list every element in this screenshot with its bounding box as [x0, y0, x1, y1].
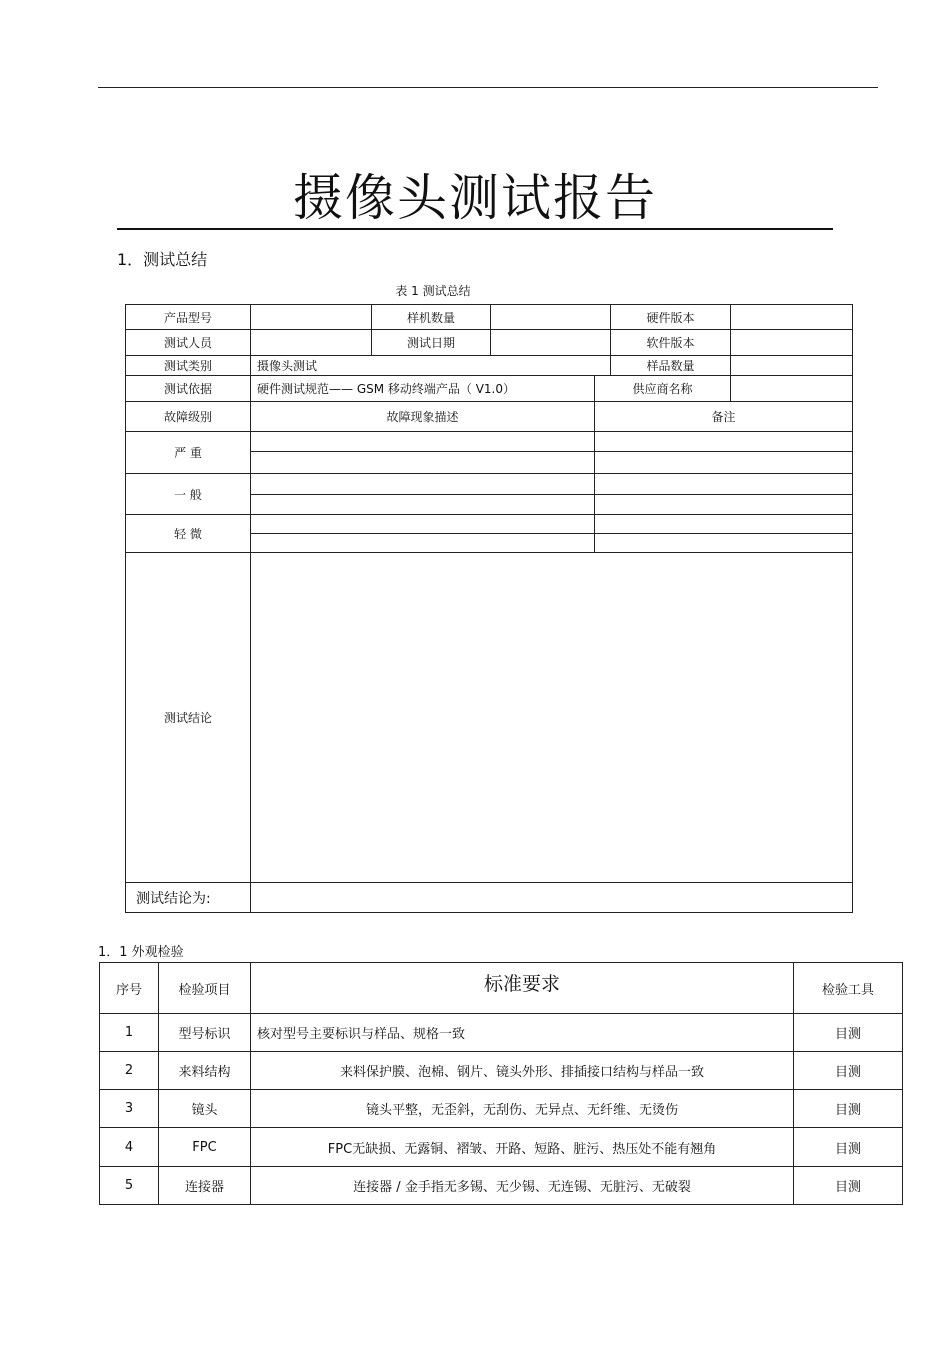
serious-desc-2[interactable]: [251, 452, 595, 474]
sample-count-label: 样品数量: [611, 356, 731, 376]
row-tool: 目测: [794, 1090, 903, 1128]
fault-level-header: 故障级别: [126, 402, 251, 432]
row-item: 来料结构: [159, 1052, 251, 1090]
appearance-inspection-table: [99, 962, 903, 1205]
sample-qty-label: 样机数量: [372, 305, 491, 330]
test-date-value[interactable]: [491, 330, 611, 356]
row-tool: 目测: [794, 1014, 903, 1052]
header-item: 检验项目: [159, 963, 251, 1014]
sw-version-value[interactable]: [731, 330, 853, 356]
severity-minor-label: 轻 微: [126, 515, 251, 553]
supplier-value[interactable]: [731, 376, 853, 402]
test-date-label: 测试日期: [372, 330, 491, 356]
hw-version-value[interactable]: [731, 305, 853, 330]
row-item: 连接器: [159, 1167, 251, 1205]
row-no: 5: [100, 1167, 159, 1205]
row-no: 2: [100, 1052, 159, 1090]
conclusion-is-label: 测试结论为:: [126, 883, 251, 913]
row-item: 镜头: [159, 1090, 251, 1128]
row-tool: 目测: [794, 1052, 903, 1090]
serious-remark-1[interactable]: [595, 432, 853, 452]
severity-general-label: 一 般: [126, 474, 251, 515]
header-standard: 标准要求: [251, 963, 794, 1014]
remarks-header: 备注: [595, 402, 853, 432]
section-heading-appearance: 1．1 外观检验: [98, 945, 184, 960]
header-no: 序号: [100, 963, 159, 1014]
supplier-label: 供应商名称: [595, 376, 731, 402]
header-rule: [98, 87, 878, 88]
general-desc-2[interactable]: [251, 495, 595, 515]
serious-desc-1[interactable]: [251, 432, 595, 452]
row-standard: 连接器 / 金手指无多锡、无少锡、无连锡、无脏污、无破裂: [251, 1167, 794, 1205]
row-tool: 目测: [794, 1167, 903, 1205]
tester-label: 测试人员: [126, 330, 251, 356]
test-type-label: 测试类别: [126, 356, 251, 376]
row-no: 1: [100, 1014, 159, 1052]
hw-version-label: 硬件版本: [611, 305, 731, 330]
row-no: 4: [100, 1128, 159, 1167]
table-row: [100, 1128, 903, 1167]
general-remark-2[interactable]: [595, 495, 853, 515]
product-model-label: 产品型号: [126, 305, 251, 330]
fault-desc-header: 故障现象描述: [251, 402, 595, 432]
minor-desc-1[interactable]: [251, 515, 595, 534]
row-standard: FPC无缺损、无露铜、褶皱、开路、短路、脏污、热压处不能有翘角: [251, 1128, 794, 1167]
sample-count-value[interactable]: [731, 356, 853, 376]
row-no: 3: [100, 1090, 159, 1128]
section-heading-summary: 1．测试总结: [117, 250, 208, 269]
test-summary-table: [125, 304, 853, 913]
row-standard: 来料保护膜、泡棉、钢片、镜头外形、排插接口结构与样品一致: [251, 1052, 794, 1090]
minor-remark-2[interactable]: [595, 534, 853, 553]
table-caption: 表 1 测试总结: [395, 284, 471, 298]
product-model-value[interactable]: [251, 305, 372, 330]
severity-serious-label: 严 重: [126, 432, 251, 474]
row-item: 型号标识: [159, 1014, 251, 1052]
minor-desc-2[interactable]: [251, 534, 595, 553]
title-underline: [117, 228, 833, 230]
header-tool: 检验工具: [794, 963, 903, 1014]
general-desc-1[interactable]: [251, 474, 595, 495]
general-remark-1[interactable]: [595, 474, 853, 495]
table-row: [100, 1090, 903, 1128]
tester-value[interactable]: [251, 330, 372, 356]
row-item: FPC: [159, 1128, 251, 1167]
serious-remark-2[interactable]: [595, 452, 853, 474]
table-row: [100, 1052, 903, 1090]
conclusion-label: 测试结论: [126, 553, 251, 883]
conclusion-body[interactable]: [251, 553, 853, 883]
test-basis-label: 测试依据: [126, 376, 251, 402]
table-row: [100, 1167, 903, 1205]
test-type-value: 摄像头测试: [251, 356, 611, 376]
sample-qty-value[interactable]: [491, 305, 611, 330]
table-row: [100, 1014, 903, 1052]
row-tool: 目测: [794, 1128, 903, 1167]
sw-version-label: 软件版本: [611, 330, 731, 356]
row-standard: 镜头平整，无歪斜，无刮伤、无异点、无纤维、无烫伤: [251, 1090, 794, 1128]
test-basis-value: 硬件测试规范—— GSM 移动终端产品（ V1.0）: [251, 376, 595, 402]
conclusion-is-value[interactable]: [251, 883, 853, 913]
page-title: 摄像头测试报告: [293, 169, 657, 227]
minor-remark-1[interactable]: [595, 515, 853, 534]
row-standard: 核对型号主要标识与样品、规格一致: [251, 1014, 794, 1052]
